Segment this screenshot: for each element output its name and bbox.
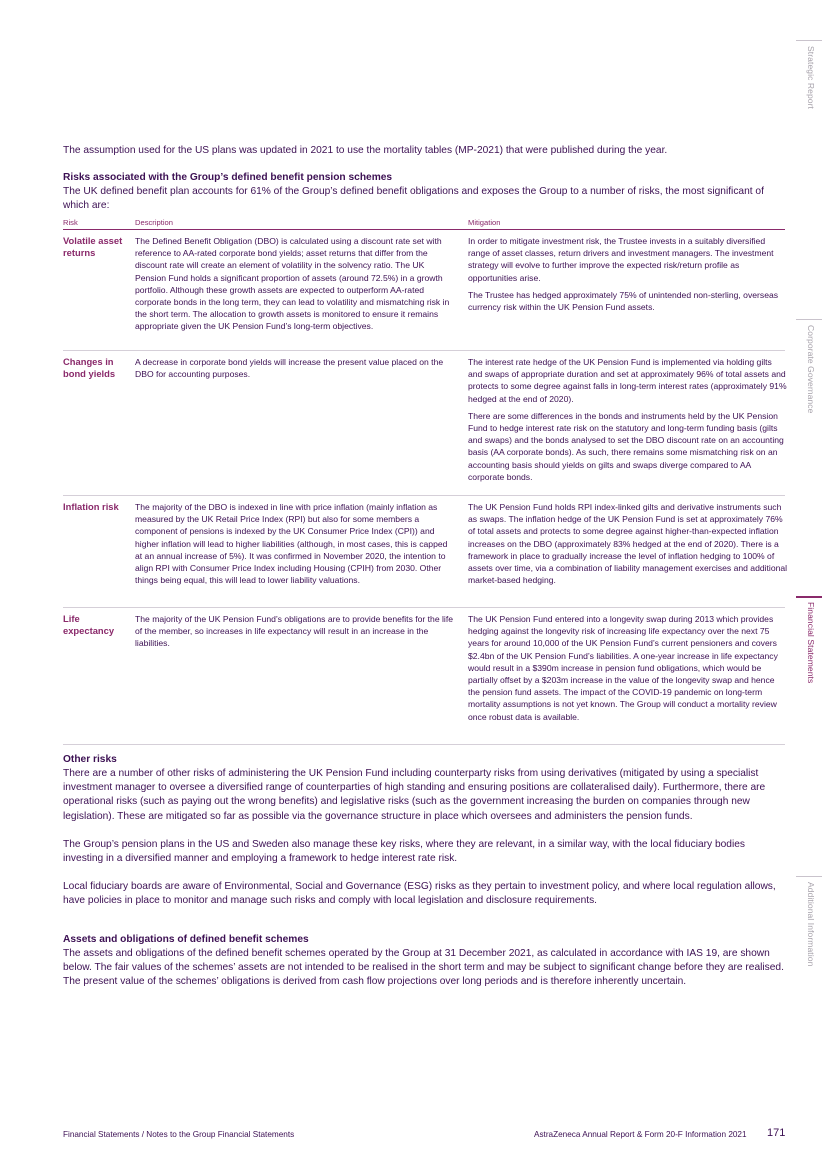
intro-text: The assumption used for the US plans was updated in 2021 to use the mortality tables (MP-2021) that were published during the year.: [63, 145, 668, 156]
mitigation-paragraph: There are some differences in the bonds and instruments held by the UK Pension Fund to hedge interest rate risk on the statutory and long-term funding basis (gilts and swaps) and the bonds analysed to set the DBO discount rate on an accounting basis (AA corporate bonds). As such, there remains some mismatching risk on an accounting basis should yields on gilts and swaps diverge compared to AA corporate bonds.: [468, 410, 784, 482]
table-row-life-expectancy: [63, 608, 785, 745]
assets-obligations-section: [63, 933, 785, 990]
tab-divider: [796, 596, 822, 598]
mitigation-paragraph: In order to mitigate investment risk, the Trustee invests in a suitably diversified range of asset classes, return drivers and investment managers. The investment strategy will evolve to further improve the expected risk/return profile as opportunities arise.: [468, 236, 774, 283]
table-row-inflation-risk: [63, 496, 788, 608]
side-tab-label: Financial Statements: [806, 602, 816, 684]
risks-heading: Risks associated with the Group’s defined benefit pension schemes: [63, 172, 393, 183]
risks-section: [63, 171, 785, 213]
other-risks-heading: Other risks: [63, 754, 117, 765]
risk-description: [135, 613, 453, 650]
mitigation-paragraph: The UK Pension Fund entered into a longevity swap during 2013 which provides hedging against the longevity risk of increasing life expectancy over the next 75 years for around 10,000 of the UK Pension Fund’s current pensioners and covers $2.4bn of the UK Pension Fund’s liabilities. A one-year increase in life expectancy would result in a $390m increase in pension fund obligations, which would be partially offset by a $203m increase in the value of the longevity swap and hence the pension fund assets. The impact of the COVID-19 pandemic on long-term mortality assumptions is not yet known. The Group will conduct a mortality review once robust data is available.: [468, 614, 778, 722]
mitigation-paragraph: The UK Pension Fund holds RPI index-linked gilts and derivative instruments such as swaps. The inflation hedge of the UK Pension Fund is set at approximately 76% of total assets and protects to some degree against higher-than-expected inflation increases on the DBO (approximately 83% hedged at the end of 2020). There is a framework in place to gradually increase the level of inflation hedging to 100% of assets over time, via a combination of liability management exercises and additional market-based hedging.: [468, 502, 788, 586]
header-risk: Risk: [63, 218, 78, 227]
mitigation-paragraph: The interest rate hedge of the UK Pension Fund is implemented via holding gilts and swaps of appropriate duration and set at approximately 96% of total assets and protects to some degree against falls in long-term interest rates (approximately 91% hedged at the end of 2020).: [468, 357, 787, 404]
tab-divider: [796, 876, 822, 877]
risk-mitigation: [468, 235, 788, 313]
other-risks-paragraph: Local fiduciary boards are aware of Environmental, Social and Governance (ESG) risks as they pertain to investment policy, and where local regulation allows, have policies in place to monitor and manage such risks and comply with local legislation and disclosure requirements.: [63, 881, 776, 907]
risk-mitigation: [468, 613, 788, 723]
assets-text: The assets and obligations of the defined benefit schemes operated by the Group at 31 December 2021, as calculated in accordance with IAS 19, are shown below. The fair values of the schemes’ assets are not intended to be realised in the short term and may be subject to significant change before they are realised. The present value of the schemes’ obligations is derived from cash flow projections over long periods and is therefore inherently uncertain.: [63, 948, 784, 988]
risk-description: [135, 356, 453, 380]
header-description: Description: [135, 218, 173, 227]
tab-divider: [796, 319, 822, 320]
page-number: 171: [767, 1127, 786, 1139]
risks-intro: The UK defined benefit plan accounts for 61% of the Group’s defined benefit obligations and exposes the Group to a number of risks, the most significant of which are:: [63, 186, 764, 212]
description-paragraph: The majority of the UK Pension Fund’s obligations are to provide benefits for the life of the member, so increases in life expectancy will result in an increase in the liabilities.: [135, 614, 453, 649]
side-tab-label: Strategic Report: [806, 46, 816, 110]
side-tab-label: Corporate Governance: [806, 325, 816, 414]
mitigation-paragraph: The Trustee has hedged approximately 75% of unintended non-sterling, overseas currency risk within the UK Pension Fund assets.: [468, 289, 779, 313]
side-tab-label: Additional Information: [806, 882, 816, 967]
risk-mitigation: [468, 501, 788, 586]
description-paragraph: The Defined Benefit Obligation (DBO) is calculated using a discount rate set with reference to AA-rated corporate bond yields; asset returns that differ from the discount rate will create an element of volatility in the solvency ratio. The UK Pension Fund holds a significant proportion of assets (around 72.5%) in a growth portfolio. Although these growth assets are expected to outperform AA-rated corporate bonds in the long term, they can lead to volatility and mismatching risk in the short term. The allocation to growth assets is monitored to ensure it remains appropriate given the UK Pension Fund’s long-term objectives.: [135, 236, 450, 332]
risk-description: [135, 501, 453, 586]
other-risks-section: [63, 753, 785, 909]
footer-breadcrumb: Financial Statements / Notes to the Group Financial Statements: [63, 1130, 295, 1139]
risk-name: Life expectancy: [63, 613, 115, 637]
risk-description: [135, 235, 453, 333]
description-paragraph: A decrease in corporate bond yields will increase the present value placed on the DBO for accounting purposes.: [135, 357, 444, 380]
risk-name: Inflation risk: [63, 501, 119, 512]
risk-name: Volatile asset returns: [63, 235, 123, 259]
table-row-volatile-asset-returns: [63, 230, 785, 351]
risk-mitigation: [468, 356, 788, 483]
risk-table: [63, 217, 788, 745]
intro-paragraph: [63, 144, 785, 158]
footer-report-title: AstraZeneca Annual Report & Form 20-F Information 2021: [534, 1130, 747, 1139]
description-paragraph: The majority of the DBO is indexed in line with price inflation (mainly inflation as measured by the UK Retail Price Index (RPI) but also for some members a component of pensions is indexed by the UK Consumer Price Index (CPI)) and higher inflation will lead to higher liabilities (although, in most cases, this is capped at an annual increase of 5%). It was confirmed in November 2020, the intention to align RPI with Consumer Price Index including Housing (CPIH) from 2030. Other things being equal, this will lead to lower liability valuations.: [135, 502, 448, 586]
header-mitigation: Mitigation: [468, 218, 501, 227]
table-header-row: [63, 217, 785, 230]
tab-divider: [796, 40, 822, 41]
assets-heading: Assets and obligations of defined benefit schemes: [63, 934, 309, 945]
other-risks-paragraph: There are a number of other risks of administering the UK Pension Fund including counterparty risks from using derivatives (mitigated by using a specialist investment manager to oversee a diversified range of counterparties of high standing and ensuring positions are collateralised daily). Furthermore, there are operational risks (such as paying out the wrong benefits) and legislative risks (such as the government increasing the burden on companies through new legislation). These are mitigated so far as possible via the governance structure in place which oversees and administers the pension funds.: [63, 768, 766, 822]
risk-name: Changes in bond yields: [63, 356, 116, 380]
other-risks-paragraph: The Group’s pension plans in the US and Sweden also manage these key risks, where they are relevant, in a similar way, with the local fiduciary bodies investing in a diversified manner and employing a framework to hedge interest rate risk.: [63, 838, 745, 865]
section-side-nav: [794, 40, 824, 980]
table-row-changes-in-bond-yields: [63, 351, 785, 496]
